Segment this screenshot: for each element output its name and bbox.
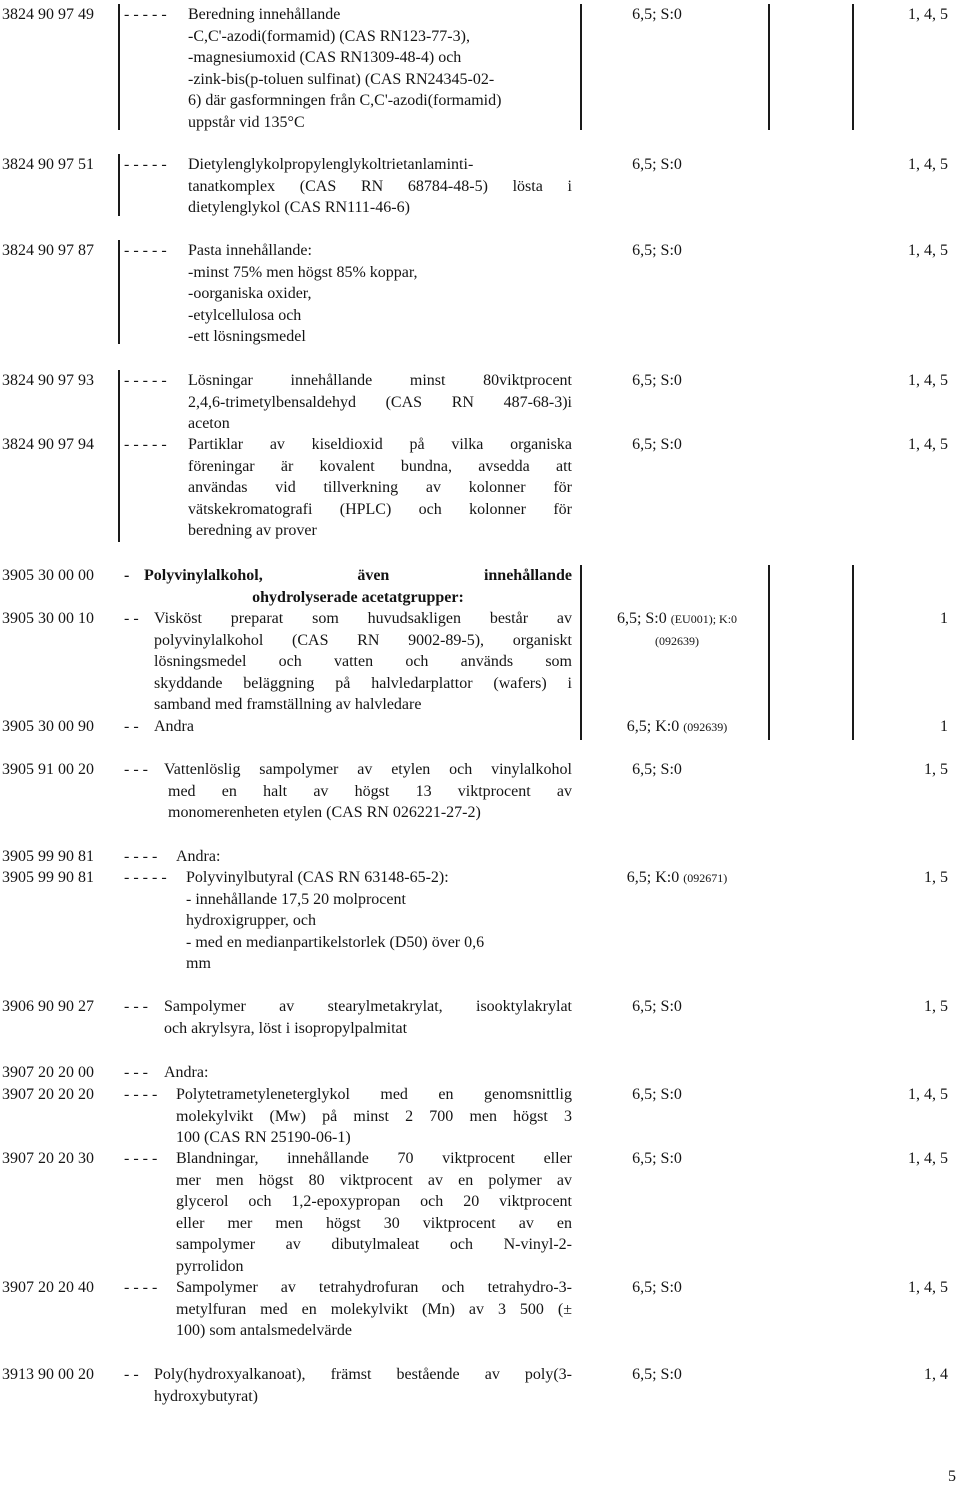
page-number: 5 [948,1468,956,1485]
footnote-refs: 1, 4, 5 [908,1279,948,1296]
footnote-refs: 1 [940,610,948,627]
description-line: Polytetrametyleneterglykol med en genomsnittlig [176,1086,572,1103]
tariff-code: 3907 20 20 00 [2,1064,94,1081]
description-line: vätskekromatografi (HPLC) och kolonner för [188,500,572,518]
description-line: molekylvikt (Mw) på minst 2 700 men högst 3 [176,1107,572,1125]
goods-description [188,434,572,542]
tariff-code: 3824 90 97 87 [2,242,94,259]
description-line: hydroxybutyrat) [154,1387,258,1405]
tariff-code: 3824 90 97 94 [2,436,94,453]
tariff-code: 3905 30 00 90 [2,718,94,735]
description-line: Pasta innehållande: [188,242,312,259]
description-line: Dietylenglykolpropylenglykoltrietanlaminti- [188,156,474,173]
goods-description [164,996,572,1039]
description-line: polyvinylalkohol (CAS RN 9002-89-5), organiskt [154,631,572,649]
description-line: - innehållande 17,5 20 molprocent [186,890,406,908]
description-line: Andra: [164,1064,209,1081]
description-line: -etylcellulosa och [188,306,302,324]
duty-rate: 6,5; S:0 [632,761,682,778]
goods-description [176,1084,572,1149]
description-line: 100) som antalsmedelvärde [176,1322,352,1340]
footnote-refs: 1, 5 [924,998,948,1015]
duty-rate [582,867,772,889]
indent-dashes: - [124,567,130,584]
column-rule [118,240,120,344]
description-line: Partiklar av kiseldioxid på vilka organiska [188,436,572,453]
description-line: samband med framställning av halvledare [154,696,422,714]
rate-value: 6,5; S:0 [616,610,667,627]
indent-dashes: - - - - - [124,6,167,23]
description-line: och akrylsyra, löst i isopropylpalmitat [164,1019,408,1037]
description-line: aceton [188,415,230,433]
description-line: beredning av prover [188,522,317,540]
description-line: 6) där gasformningen från C,C'-azodi(formamid) [188,92,502,110]
goods-description [176,1277,572,1342]
column-rule [768,565,770,740]
rate-note: (EU001); K:0 [670,612,738,626]
footnote-refs: 1, 5 [924,761,948,778]
indent-dashes: - - - - [124,1150,158,1167]
tariff-code: 3905 30 00 00 [2,567,94,584]
description-line: hydroxigrupper, och [186,912,316,930]
description-line: -ett lösningsmedel [188,328,306,346]
tariff-code: 3905 91 00 20 [2,761,94,778]
description-line: Sampolymer av tetrahydrofuran och tetrahydro-3- [176,1279,572,1296]
goods-description [154,716,538,738]
description-line: Visköst preparat som huvudsakligen består av [154,610,572,627]
column-rule [118,154,120,216]
goods-description [154,608,572,716]
duty-rate: 6,5; S:0 [632,156,682,173]
rate-note: (092671) [683,871,728,885]
footnote-refs: 1, 5 [924,869,948,886]
description-line: mer men högst 80 viktprocent av en polymer av [176,1171,572,1189]
goods-description [144,565,572,608]
description-line: Andra [154,718,194,735]
duty-rate: 6,5; S:0 [632,1086,682,1103]
column-rule [118,4,120,130]
duty-rate [582,716,772,738]
indent-dashes: - - - - - [124,242,167,259]
tariff-code: 3907 20 20 30 [2,1150,94,1167]
duty-rate: 6,5; S:0 [632,1150,682,1167]
duty-rate: 6,5; S:0 [632,6,682,23]
description-line: sampolymer av dibutylmaleat och N-vinyl-2- [176,1236,572,1254]
indent-dashes: - - [124,610,139,627]
goods-description [164,759,572,824]
description-line: -magnesiumoxid (CAS RN1309-48-4) och [188,49,462,67]
description-line: Vattenlöslig sampolymer av etylen och vinylalkohol [164,761,572,778]
rate-note: (092639) [683,720,728,734]
tariff-code: 3907 20 20 40 [2,1279,94,1296]
description-line: pyrrolidon [176,1257,244,1275]
description-line: 100 (CAS RN 25190-06-1) [176,1129,351,1147]
tariff-code: 3905 99 90 81 [2,869,94,886]
duty-rate: 6,5; S:0 [632,372,682,389]
description-line: monomerenheten etylen (CAS RN 026221-27-2) [168,804,481,822]
tariff-code: 3905 30 00 10 [2,610,94,627]
description-line: användas vid tillverkning av kolonner för [188,479,572,497]
indent-dashes: - - - [124,761,148,778]
description-line: -zink-bis(p-toluen sulfinat) (CAS RN24345-02- [188,70,495,88]
indent-dashes: - - - - - [124,372,167,389]
tariff-code: 3907 20 20 20 [2,1086,94,1103]
goods-description [154,1364,572,1407]
description-line: Polyvinylbutyral (CAS RN 63148-65-2): [186,869,449,886]
description-line: med en halt av högst 13 viktprocent av [168,782,572,800]
tariff-code: 3905 99 90 81 [2,848,94,865]
column-rule [852,565,854,740]
goods-description [188,154,572,219]
indent-dashes: - - - [124,998,148,1015]
duty-rate: 6,5; S:0 [632,1366,682,1383]
description-line: Beredning innehållande [188,6,341,23]
column-rule [852,4,854,130]
indent-dashes: - - - - [124,848,158,865]
duty-rate [582,608,772,652]
goods-description [176,1148,572,1278]
goods-description [188,4,572,134]
footnote-refs: 1, 4, 5 [908,6,948,23]
description-line: lösningsmedel och vatten och används som [154,653,572,671]
indent-dashes: - - - [124,1064,148,1081]
description-line: ohydrolyserade acetatgrupper: [252,588,464,606]
column-rule [768,4,770,130]
footnote-refs: 1, 4, 5 [908,242,948,259]
duty-rate: 6,5; S:0 [632,242,682,259]
description-line: -minst 75% men högst 85% koppar, [188,263,418,281]
footnote-refs: 1, 4, 5 [908,372,948,389]
description-line: Blandningar, innehållande 70 viktprocent eller [176,1150,572,1167]
description-line: Andra: [176,848,221,865]
duty-rate: 6,5; S:0 [632,998,682,1015]
description-line: tanatkomplex (CAS RN 68784-48-5) lösta i [188,177,572,195]
description-line: Poly(hydroxyalkanoat), främst bestående av poly(3- [154,1366,572,1383]
description-line: Lösningar innehållande minst 80viktprocent [188,372,572,389]
tariff-code: 3824 90 97 51 [2,156,94,173]
description-line: glycerol och 1,2-epoxypropan och 20 viktprocent [176,1193,572,1211]
tariff-code: 3906 90 90 27 [2,998,94,1015]
indent-dashes: - - - - [124,1279,158,1296]
indent-dashes: - - [124,1366,139,1383]
rate-note: (092639) [655,634,699,648]
indent-dashes: - - - - - [124,869,167,886]
indent-dashes: - - - - [124,1086,158,1103]
description-line: uppstår vid 135°C [188,113,305,131]
footnote-refs: 1, 4, 5 [908,1150,948,1167]
footnote-refs: 1, 4, 5 [908,436,948,453]
indent-dashes: - - [124,718,139,735]
description-line: föreningar är kovalent bundna, avsedda att [188,457,572,475]
footnote-refs: 1, 4, 5 [908,156,948,173]
goods-description [186,867,570,975]
description-line: -oorganiska oxider, [188,285,312,303]
column-rule [580,565,582,740]
goods-description [188,370,572,435]
rate-value: 6,5; K:0 [626,718,680,735]
column-rule [118,370,120,542]
description-line: dietylenglykol (CAS RN111-46-6) [188,199,410,217]
description-line: Polyvinylalkohol, även innehållande [144,567,572,584]
description-line: metylfuran med en molekylvikt (Mn) av 3 500 (± [176,1300,572,1318]
footnote-refs: 1, 4 [924,1366,948,1383]
duty-rate: 6,5; S:0 [632,436,682,453]
tariff-code: 3913 90 00 20 [2,1366,94,1383]
indent-dashes: - - - - - [124,156,167,173]
description-line: - med en medianpartikelstorlek (D50) över 0,6 [186,933,485,951]
goods-description [188,240,572,348]
tariff-code: 3824 90 97 93 [2,372,94,389]
description-line: 2,4,6-trimetylbensaldehyd (CAS RN 487-68-3)i [188,393,572,411]
rate-value: 6,5; K:0 [626,869,680,886]
indent-dashes: - - - - - [124,436,167,453]
description-line: skyddande beläggning på halvledarplattor (wafers) i [154,674,572,692]
description-line: Sampolymer av stearylmetakrylat, isooktylakrylat [164,998,572,1015]
goods-description [164,1062,548,1084]
description-line: mm [186,955,211,973]
description-line: eller mer men högst 30 viktprocent av en [176,1214,572,1232]
description-line: -C,C'-azodi(formamid) (CAS RN123-77-3), [188,27,470,45]
goods-description [176,846,560,868]
duty-rate: 6,5; S:0 [632,1279,682,1296]
tariff-code: 3824 90 97 49 [2,6,94,23]
footnote-refs: 1 [940,718,948,735]
footnote-refs: 1, 4, 5 [908,1086,948,1103]
